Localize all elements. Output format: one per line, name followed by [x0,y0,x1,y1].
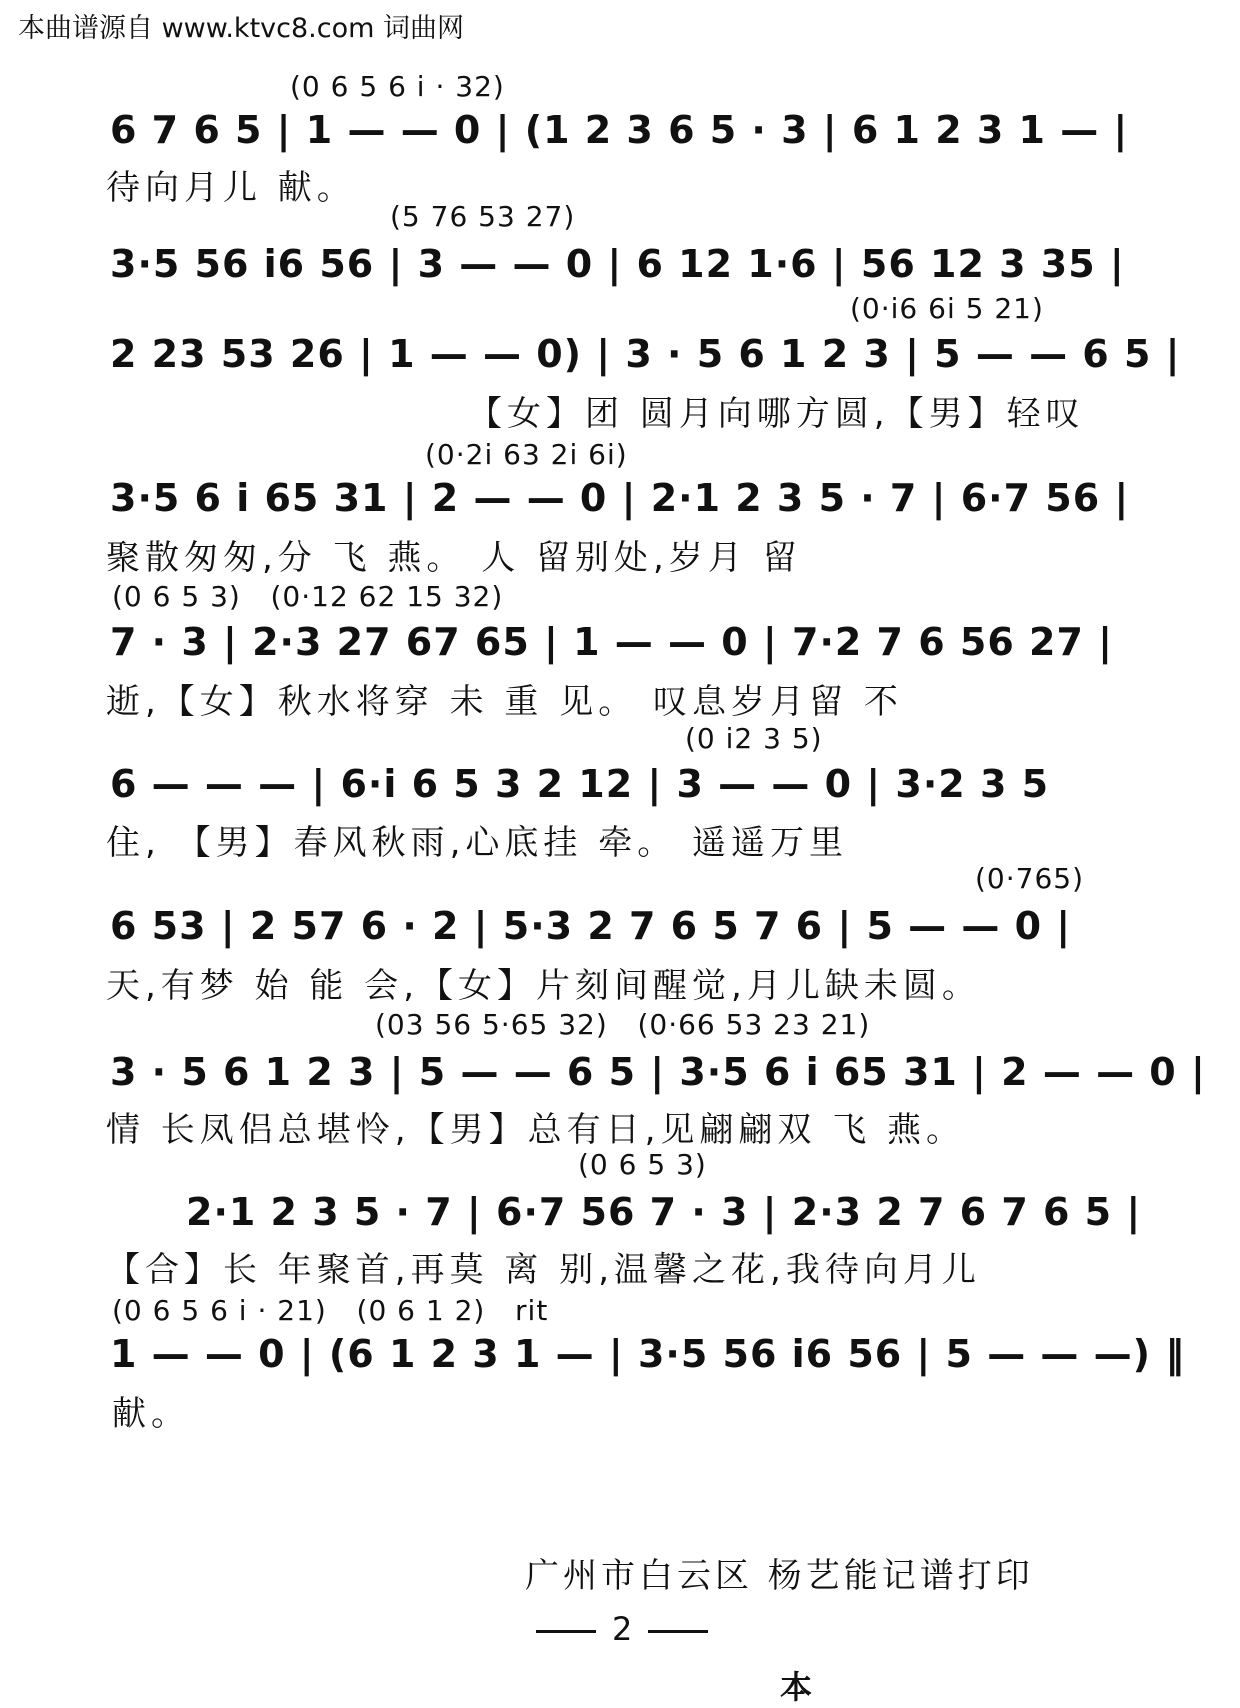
footer-fragment: 本 [780,1668,813,1706]
page-number-rule-right [648,1630,708,1633]
notes-line-4: 3·5 6 i 65 31 | 2 — — 0 | 2·1 2 3 5 · 7 | 6·7 56 | [110,476,1130,520]
cue-line-5: (0 6 5 3) (0·12 62 15 32) [112,580,504,613]
lyrics-line-4: 聚散匆匆,分 飞 燕。 人 留别处,岁月 留 [106,538,802,578]
cue-line-7: (0·765) [975,862,1085,895]
lyrics-line-9: 【合】长 年聚首,再莫 离 别,温馨之花,我待向月儿 [106,1250,981,1290]
notes-line-9: 2·1 2 3 5 · 7 | 6·7 56 7 · 3 | 2·3 2 7 6 7 6 5 | [186,1190,1142,1234]
lyrics-line-6: 住, 【男】春风秋雨,心底挂 牵。 遥遥万里 [106,823,849,863]
notes-line-6: 6 — — — | 6·i 6 5 3 2 12 | 3 — — 0 | 3·2 3 5 [110,762,1050,806]
cue-line-2: (5 76 53 27) [390,200,576,233]
site-watermark-header: 本曲谱源自 www.ktvc8.com 词曲网 [18,13,464,44]
cue-line-8: (03 56 5·65 32) (0·66 53 23 21) [375,1008,871,1041]
notes-line-1: 6 7 6 5 | 1 — — 0 | (1 2 3 6 5 · 3 | 6 1 2 3 1 — | [110,108,1129,152]
notes-line-3: 2 23 53 26 | 1 — — 0) | 3 · 5 6 1 2 3 | 5 — — 6 5 | [110,332,1181,376]
cue-line-6: (0 i2 3 5) [685,722,823,755]
notes-line-2: 3·5 56 i6 56 | 3 — — 0 | 6 12 1·6 | 56 12 3 35 | [110,242,1125,286]
lyrics-line-7: 天,有梦 始 能 会,【女】片刻间醒觉,月儿缺未圆。 [106,966,981,1006]
cue-line-3: (0·i6 6i 5 21) [850,292,1044,325]
cue-line-1: (0 6 5 6 i · 32) [290,70,505,103]
notes-line-5: 7 · 3 | 2·3 27 67 65 | 1 — — 0 | 7·2 7 6 56 27 | [110,620,1113,664]
cue-line-4: (0·2i 63 2i 6i) [425,438,628,471]
transcriber-credit: 广州市白云区 杨艺能记谱打印 [525,1556,1034,1596]
notes-line-8: 3 · 5 6 1 2 3 | 5 — — 6 5 | 3·5 6 i 65 31 | 2 — — 0 | [110,1050,1206,1094]
cue-line-9: (0 6 5 3) [578,1148,707,1181]
lyrics-line-8: 情 长凤侣总堪怜,【男】总有日,见翩翩双 飞 燕。 [106,1110,966,1150]
lyrics-line-3: 【女】团 圆月向哪方圆,【男】轻叹 [468,394,1085,434]
page-number-text: 2 [612,1610,633,1648]
page-number [520,1610,724,1648]
cue-line-10-text: (0 6 5 6 i · 21) (0 6 1 2) rit [112,1294,549,1327]
cue-line-10 [112,1294,548,1327]
lyrics-line-1: 待向月儿 献。 [106,168,356,208]
lyrics-line-10: 献。 [112,1394,190,1434]
page-number-rule-left [536,1630,596,1633]
notes-line-7: 6 53 | 2 57 6 · 2 | 5·3 2 7 6 5 7 6 | 5 — — 0 | [110,904,1072,948]
notes-line-10: 1 — — 0 | (6 1 2 3 1 — | 3·5 56 i6 56 | 5 — — —) ‖ [110,1332,1186,1376]
lyrics-line-5: 逝,【女】秋水将穿 未 重 见。 叹息岁月留 不 [106,682,903,722]
